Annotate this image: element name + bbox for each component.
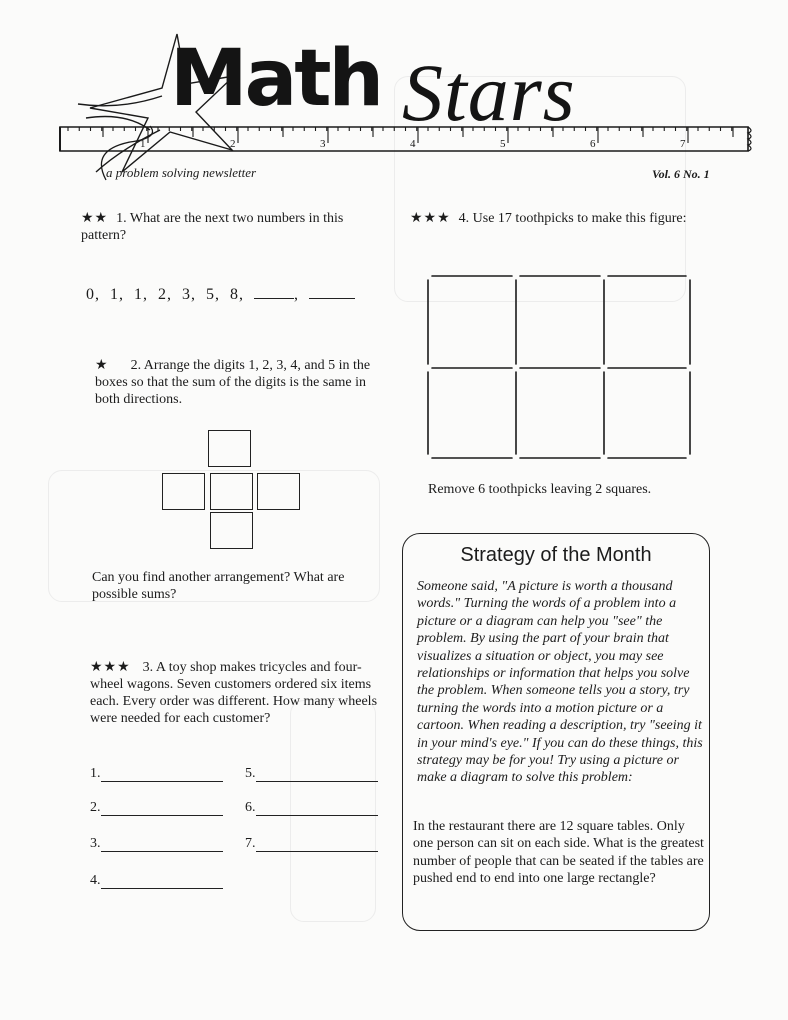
ruler-number: 7 — [680, 138, 686, 150]
ruler-number: 2 — [230, 138, 236, 150]
problem-1 — [81, 210, 381, 244]
answer-label: 7. — [245, 836, 256, 851]
answer-line-5[interactable] — [245, 766, 378, 782]
number-sequence: 0, 1, 1, 2, 3, 5, 8, — [86, 286, 244, 303]
problem-4 — [410, 210, 730, 227]
answer-line-2[interactable] — [90, 800, 223, 816]
answer-label: 3. — [90, 836, 101, 851]
newsletter-title-math: Math — [170, 34, 382, 124]
answer-label: 5. — [245, 766, 256, 781]
strategy-problem: In the restaurant there are 12 square tables. Only one person can sit on each side. What is the greatest number of people that can be seated if the tables are pushed end to end into one large rectangle? — [413, 819, 704, 887]
ruler-number: 1 — [140, 138, 146, 150]
toothpick-figure — [420, 268, 692, 464]
problem-3-text: 3. A toy shop makes tricycles and four-wheel wagons. Seven customers ordered six items each. Every order was different. How many wheels were needed for each customer? — [90, 660, 378, 726]
strategy-panel — [402, 533, 710, 931]
answer-blank[interactable] — [309, 298, 355, 299]
answer-blank[interactable] — [256, 768, 378, 782]
problem-1-sequence-row — [86, 286, 355, 304]
difficulty-stars: ★★★ — [90, 660, 131, 675]
problem-2-followup: Can you find another arrangement? What are possible sums? — [92, 570, 345, 602]
ruler-number: 3 — [320, 138, 326, 150]
ruler-number: 5 — [500, 138, 506, 150]
answer-blank[interactable] — [101, 802, 223, 816]
answer-blank[interactable] — [256, 838, 378, 852]
answer-line-4[interactable] — [90, 873, 223, 889]
answer-blank[interactable] — [101, 875, 223, 889]
digit-box-left[interactable] — [162, 473, 205, 510]
strategy-body: Someone said, "A picture is worth a thousand words." Turning the words of a problem into a picture or a diagram can help you "see" the problem. By using the part of your brain that visualizes a situation or object, you may see relationships or information that helps you solve the problem. When someone tells you a story, try turning the words into a motion picture or a cartoon. When reading a description, try "seeing it in your mind's eye." If you can do these things, this strategy may be for you! Try using a picture or make a diagram to solve this problem: — [417, 579, 703, 786]
problem-2-text: 2. Arrange the digits 1, 2, 3, 4, and 5 in the boxes so that the sum of the digits is the same in both directions. — [95, 358, 371, 407]
digit-box-right[interactable] — [257, 473, 300, 510]
newsletter-title-stars: Stars — [402, 47, 576, 138]
ruler-number: 6 — [590, 138, 596, 150]
answer-line-3[interactable] — [90, 836, 223, 852]
problem-1-text: 1. What are the next two numbers in this pattern? — [81, 211, 344, 243]
problem-3 — [90, 659, 380, 727]
answer-label: 1. — [90, 766, 101, 781]
digit-box-top[interactable] — [208, 430, 251, 467]
answer-label: 6. — [245, 800, 256, 815]
ruler-number: 4 — [410, 138, 416, 150]
problem-2 — [95, 357, 375, 408]
difficulty-stars: ★★★ — [410, 211, 451, 226]
strategy-title: Strategy of the Month — [460, 544, 652, 566]
answer-line-6[interactable] — [245, 800, 378, 816]
answer-label: 4. — [90, 873, 101, 888]
digit-box-bottom[interactable] — [210, 512, 253, 549]
answer-label: 2. — [90, 800, 101, 815]
difficulty-stars: ★ — [95, 358, 109, 373]
answer-blank[interactable] — [254, 298, 294, 299]
answer-line-1[interactable] — [90, 766, 223, 782]
answer-blank[interactable] — [101, 768, 223, 782]
digit-box-center[interactable] — [210, 473, 253, 510]
answer-line-7[interactable] — [245, 836, 378, 852]
newsletter-subtitle: a problem solving newsletter — [106, 165, 257, 180]
answer-blank[interactable] — [256, 802, 378, 816]
answer-blank[interactable] — [101, 838, 223, 852]
difficulty-stars: ★★ — [81, 211, 109, 226]
problem-4-instruction: Remove 6 toothpicks leaving 2 squares. — [428, 482, 652, 497]
problem-4-text: 4. Use 17 toothpicks to make this figure: — [458, 211, 687, 226]
comma: , — [294, 286, 299, 303]
volume-number: Vol. 6 No. 1 — [652, 167, 710, 181]
